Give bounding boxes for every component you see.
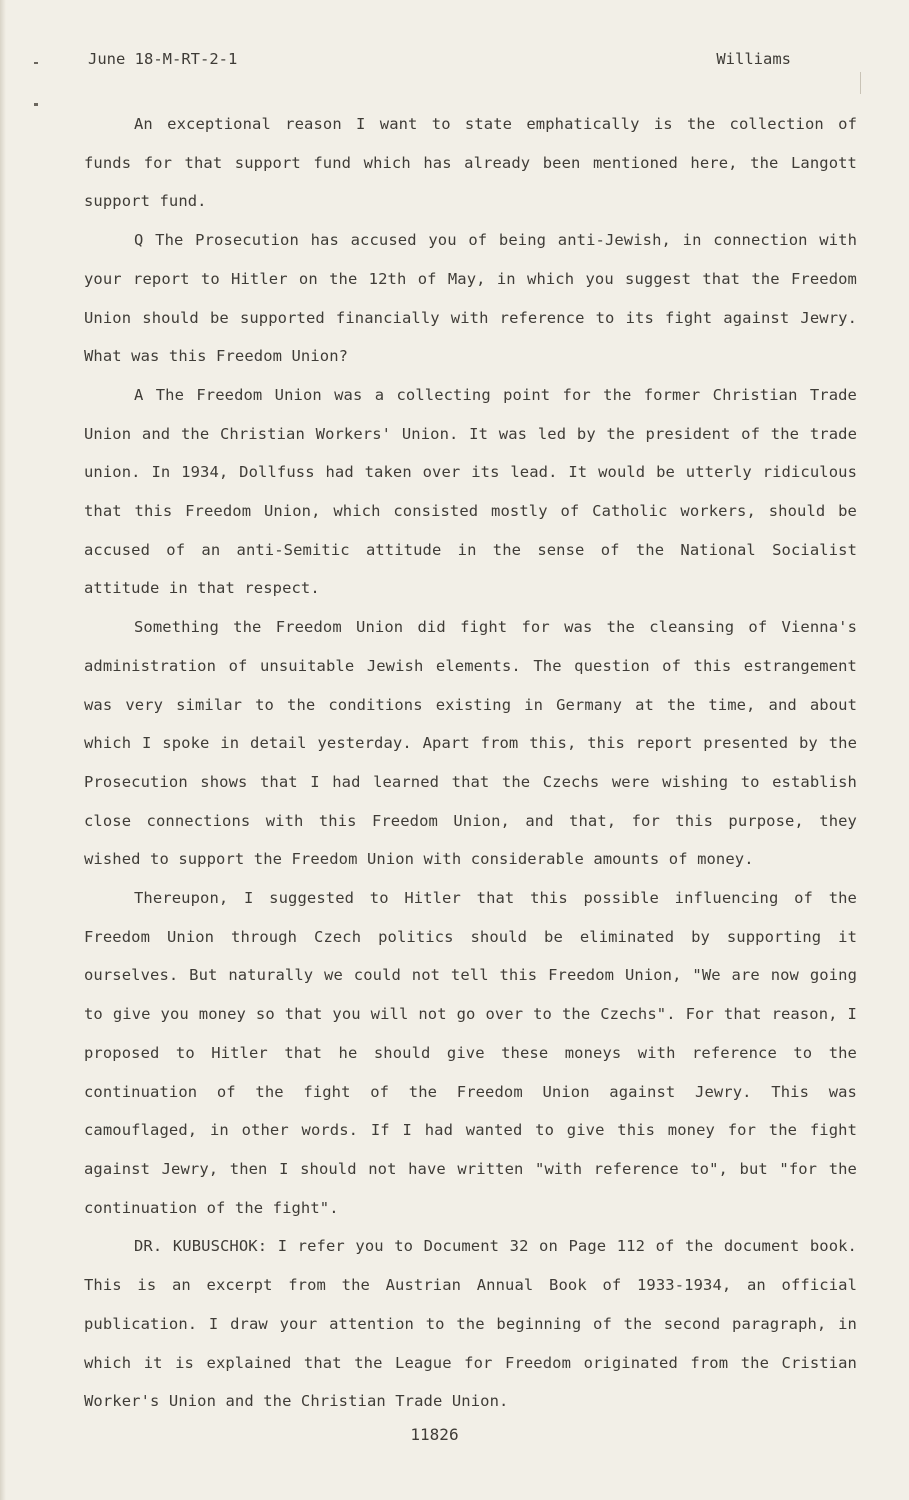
header-name: Williams <box>716 50 791 68</box>
paragraph: An exceptional reason I want to state emphatically is the collection of funds for that support fund which has already been mentioned here, the Langott support fund. <box>84 115 857 211</box>
margin-mark <box>34 62 38 64</box>
header-reference: June 18-M-RT-2-1 <box>88 50 238 68</box>
paragraph: Thereupon, I suggested to Hitler that this possible influencing of the Freedom Union through Czech politics should be eliminated by supporting it ourselves. But naturally we could not tell this Freedom Union, "We are now going to give you money so that you will not go over to the Czechs". For that reason, I proposed to Hitler that he should give these moneys with reference to the continuation of the fight of the Freedom Union against Jewry. This was camouflaged, in other words. If I had wanted to give this money for the fight against Jewry, then I should not have written "with reference to", but "for the continuation of the fight". <box>84 889 857 1217</box>
document-body <box>84 105 857 1421</box>
paragraph: Something the Freedom Union did fight for was the cleansing of Vienna's administration of unsuitable Jewish elements. The question of this estrangement was very similar to the conditions existing in Germany at the time, and about which I spoke in detail yesterday. Apart from this, this report presented by the Prosecution shows that I had learned that the Czechs were wishing to establish close connections with this Freedom Union, and that, for this purpose, they wished to support the Freedom Union with considerable amounts of money. <box>84 618 857 869</box>
page-number: 11826 <box>410 1425 459 1444</box>
edge-mark <box>860 72 861 94</box>
paragraph-question: Q The Prosecution has accused you of being anti-Jewish, in connection with your report to Hitler on the 12th of May, in which you suggest that the Freedom Union should be supported financially with reference to its fight against Jewry. What was this Freedom Union? <box>84 231 857 366</box>
paragraph-answer: A The Freedom Union was a collecting point for the former Christian Trade Union and the Christian Workers' Union. It was led by the president of the trade union. In 1934, Dollfuss had taken over its lead. It would be utterly ridiculous that this Freedom Union, which consisted mostly of Catholic workers, should be accused of an anti-Semitic attitude in the sense of the National Socialist attitude in that respect. <box>84 385 857 598</box>
margin-mark <box>34 103 38 106</box>
paragraph-counsel: DR. KUBUSCHOK: I refer you to Document 32 on Page 112 of the document book. This is an excerpt from the Austrian Annual Book of 1933-1934, an official publication. I draw your attention to the beginning of the second paragraph, in which it is explained that the League for Freedom originated from the Cristian Worker's Union and the Christian Trade Union. <box>84 1237 857 1411</box>
